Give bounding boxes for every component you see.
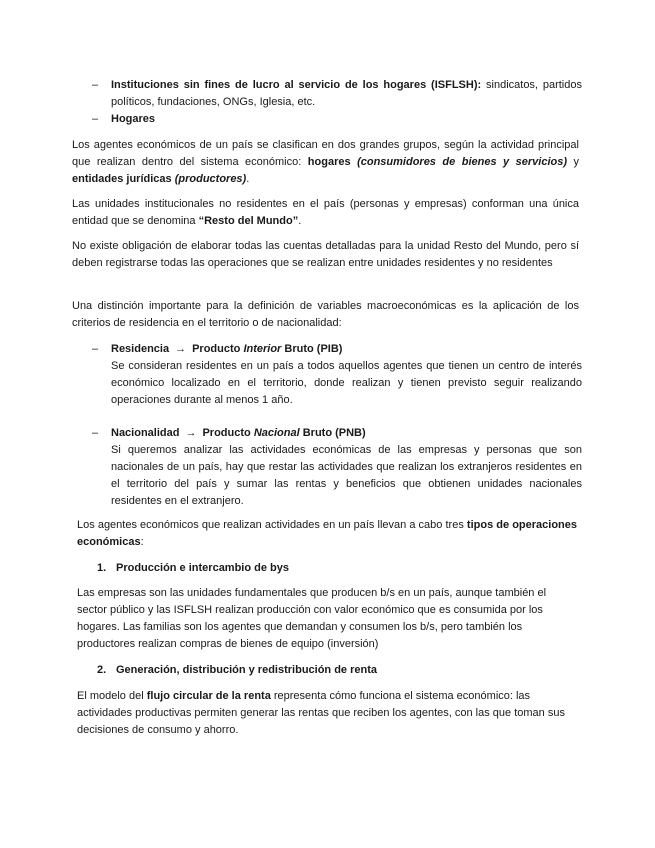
criterion-term: Residencia	[111, 343, 170, 355]
p2-resto-mundo: “Resto del Mundo”	[198, 215, 299, 227]
p1-hogares: hogares	[307, 156, 351, 168]
criterion-product-italic: Nacional	[253, 427, 300, 439]
bullet-dash: –	[92, 79, 99, 91]
criterion-product-end: Bruto (PIB)	[281, 343, 343, 355]
p1-text: Los agentes económicos de un país se clasifican en dos grandes grupos, según la actividad principal que realizan dentro del sistema económico:	[72, 139, 579, 168]
paragraph-distincion: Una distinción importante para la definición de variables macroeconómicas es la aplicación de los criterios de residencia en el territorio o de nacionalidad:	[72, 300, 579, 329]
section-number: 1.	[97, 562, 107, 574]
criterion-product-italic: Interior	[243, 343, 282, 355]
criterion-description: Si queremos analizar las actividades económicas de las empresas y personas que son nacionales de un país, hay que restar las actividades que realizan los extranjeros residentes en el territorio del país y sumar las rentas y beneficios que obtienen unidades nacionales residentes en el extranjero.	[111, 444, 582, 507]
section-heading-renta	[97, 662, 577, 679]
p5-tipos: tipos de operaciones económicas	[77, 519, 577, 548]
bullet-bold: Hogares	[111, 113, 156, 125]
paragraph-obligacion: No existe obligación de elaborar todas las cuentas detalladas para la unidad Resto del Mundo, pero sí deben registrarse todas las operaciones que se realizan entre unidades residentes y no residentes	[72, 240, 579, 269]
criterion-product-end: Bruto (PNB)	[299, 427, 366, 439]
p5-colon: :	[140, 536, 144, 548]
criterion-residencia	[92, 341, 582, 409]
bullet-text	[111, 77, 582, 111]
paragraph-empresas: Las empresas son las unidades fundamentales que producen b/s en un país, aunque también el sector público y las ISFLSH realizan producción con valor económico que es consumida por los hogares. Las familias son los agentes que demandan y consumen los b/s, pero también los productores realizan compras de bienes de equipo (inversión)	[77, 587, 547, 650]
p7-rest: representa cómo funciona el sistema económico: las actividades productivas permiten generar las rentas que reciben los agentes, con las que toman sus decisiones de consumo y ahorro.	[77, 690, 565, 736]
p1-consumidores: (consumidores de bienes y servicios)	[350, 156, 568, 168]
p7-text: El modelo del	[77, 690, 147, 702]
p1-entidades: entidades jurídicas	[72, 173, 172, 185]
bullet-rest: sindicatos, partidos políticos, fundaciones, ONGs, Iglesia, etc.	[111, 79, 582, 108]
section-title: Producción e intercambio de bys	[116, 562, 289, 574]
paragraph-flujo-circular	[77, 688, 577, 739]
bullet-text	[111, 111, 582, 128]
bullet-dash: –	[92, 113, 99, 125]
arrow-icon: →	[185, 427, 197, 439]
p7-flujo: flujo circular de la renta	[146, 690, 271, 702]
section-title: Generación, distribución y redistribución de renta	[116, 664, 377, 676]
criterion-heading	[111, 341, 582, 358]
criterion-nacionalidad	[92, 425, 582, 510]
criterion-product: Producto	[192, 343, 244, 355]
paragraph-operaciones	[77, 517, 577, 551]
criterion-term: Nacionalidad	[111, 427, 180, 439]
criterion-dash: –	[92, 427, 99, 439]
criterion-description: Se consideran residentes en un país a todos aquellos agentes que tienen un centro de interés económico localizado en el territorio, donde realizan y tienen previsto seguir realizando operaciones durante al menos 1 año.	[111, 360, 582, 406]
p2-period: .	[298, 215, 302, 227]
p1-and: y	[567, 156, 580, 168]
bullet-bold: Instituciones sin fines de lucro al servicio de los hogares (ISFLSH):	[111, 79, 482, 91]
bullet-hogares	[92, 111, 582, 128]
p1-period: .	[246, 173, 250, 185]
p5-text: Los agentes económicos que realizan actividades en un país llevan a cabo tres	[77, 519, 467, 531]
criterion-product: Producto	[202, 427, 254, 439]
paragraph-resto-mundo	[72, 196, 579, 230]
p2-text: Las unidades institucionales no residentes en el país (personas y empresas) conforman una única entidad que se denomina	[72, 198, 579, 227]
criterion-dash: –	[92, 343, 99, 355]
section-heading-produccion	[97, 560, 577, 577]
arrow-icon: →	[175, 343, 187, 355]
bullet-isflsh	[92, 77, 582, 111]
p1-productores: (productores)	[171, 173, 247, 185]
criterion-heading	[111, 425, 582, 442]
paragraph-agentes	[72, 137, 579, 188]
section-number: 2.	[97, 664, 107, 676]
